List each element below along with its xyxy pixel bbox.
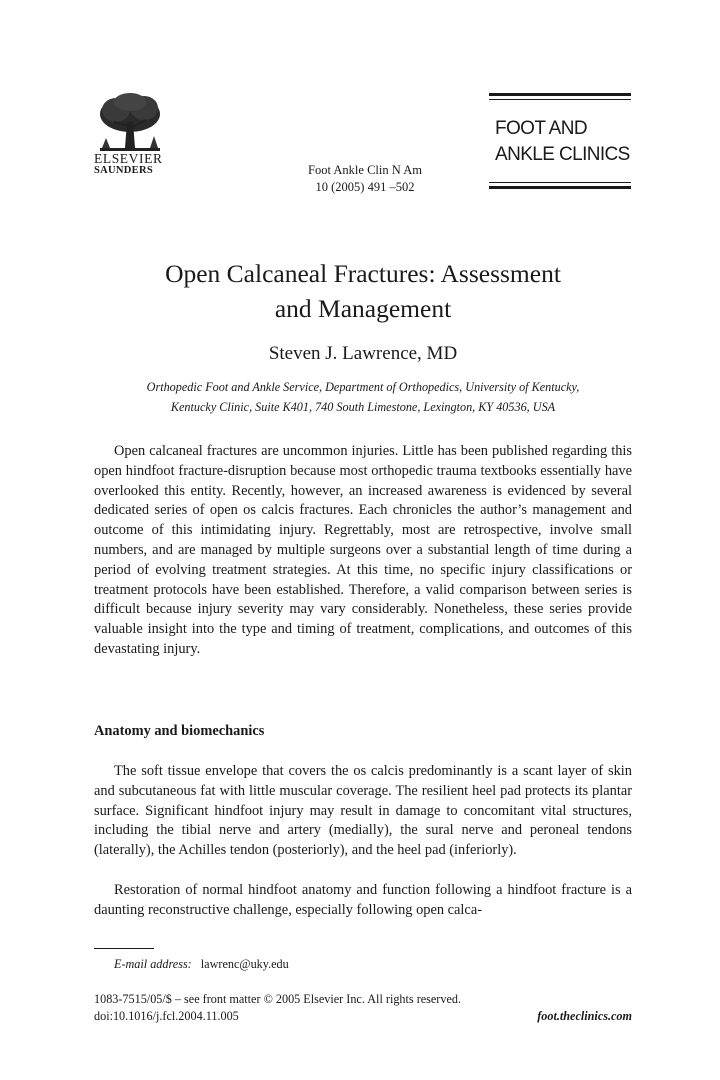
masthead-rule-top-thin: [489, 99, 631, 100]
doi-line: doi:10.1016/j.fcl.2004.11.005: [94, 1009, 239, 1023]
article-title: [60, 256, 666, 326]
journal-abbrev: Foot Ankle Clin N Am: [308, 163, 422, 177]
body-paragraph-2: Restoration of normal hindfoot anatomy and function following a hindfoot fracture is a daunting reconstructive challenge, especially following open calca-: [94, 882, 632, 918]
abstract-paragraph: Open calcaneal fractures are uncommon injuries. Little has been published regarding this open hindfoot fracture-disruption because most orthopedic trauma textbooks essentially have overlooked this entity. Recently, however, an increased awareness is evidenced by several dedicated series of open os calcis fractures. Each chronicles the author’s management and outcome of this intimidating injury. Regrettably, most are retrospective, involve small numbers, and are managed by multiple surgeons over a substantial length of time during a period of evolving treatment strategies. At this time, no specific injury classifications or treatment protocols have been established. Therefore, a valid comparison between series is difficult because injury severity may vary considerably. Nonetheless, these series provide valuable insight into the type and timing of treatment, complications, and outcomes of this devastating injury.: [94, 443, 632, 657]
copyright-line: 1083-7515/05/$ – see front matter © 2005 Elsevier Inc. All rights reserved.: [94, 992, 462, 1006]
site-link[interactable]: foot.theclinics.com: [537, 1009, 632, 1023]
author-name: Steven J. Lawrence, MD: [268, 343, 458, 364]
section-heading: Anatomy and biomechanics: [94, 723, 265, 739]
page-footer: [94, 991, 632, 1025]
author-affiliation: [100, 377, 626, 417]
body-paragraph-1: The soft tissue envelope that covers the os calcis predominantly is a scant layer of skin and subcutaneous fat with little muscular coverage. The resilient heel pad protects its plantar surface. Significant hindfoot injury may result in damage to concomitant vital structures, including the tibial nerve and artery (medially), the sural nerve and peroneal tendons (laterally), the Achilles tendon (posteriorly), and the heel pad (inferiorly).: [94, 763, 632, 859]
journal-citation: [290, 162, 440, 196]
journal-title-line1: FOOT AND: [495, 118, 587, 139]
footnote-rule: [94, 948, 154, 949]
journal-masthead: [489, 93, 631, 189]
masthead-rule-bottom: [489, 186, 631, 189]
masthead-rule-bottom-thin: [489, 182, 631, 183]
footnote-label: E-mail address:: [114, 957, 192, 971]
journal-title-line2: ANKLE CLINICS: [495, 144, 630, 165]
journal-title: [495, 116, 631, 168]
volume-pages: 10 (2005) 491 –502: [315, 180, 415, 194]
publisher-block: [94, 153, 163, 177]
masthead-rule-top: [489, 93, 631, 96]
footnote-email[interactable]: lawrenc@uky.edu: [200, 957, 289, 971]
tree-icon: [94, 92, 166, 152]
footnote: [114, 955, 289, 973]
publisher-imprint: SAUNDERS: [94, 165, 153, 176]
affiliation-line2: Kentucky Clinic, Suite K401, 740 South Limestone, Lexington, KY 40536, USA: [170, 400, 556, 414]
article-title-line1: Open Calcaneal Fractures: Assessment: [165, 259, 561, 288]
article-title-line2: and Management: [274, 294, 452, 323]
publisher-name: ELSEVIER: [94, 151, 163, 166]
affiliation-line1: Orthopedic Foot and Ankle Service, Department of Orthopedics, University of Kentucky,: [146, 380, 580, 394]
